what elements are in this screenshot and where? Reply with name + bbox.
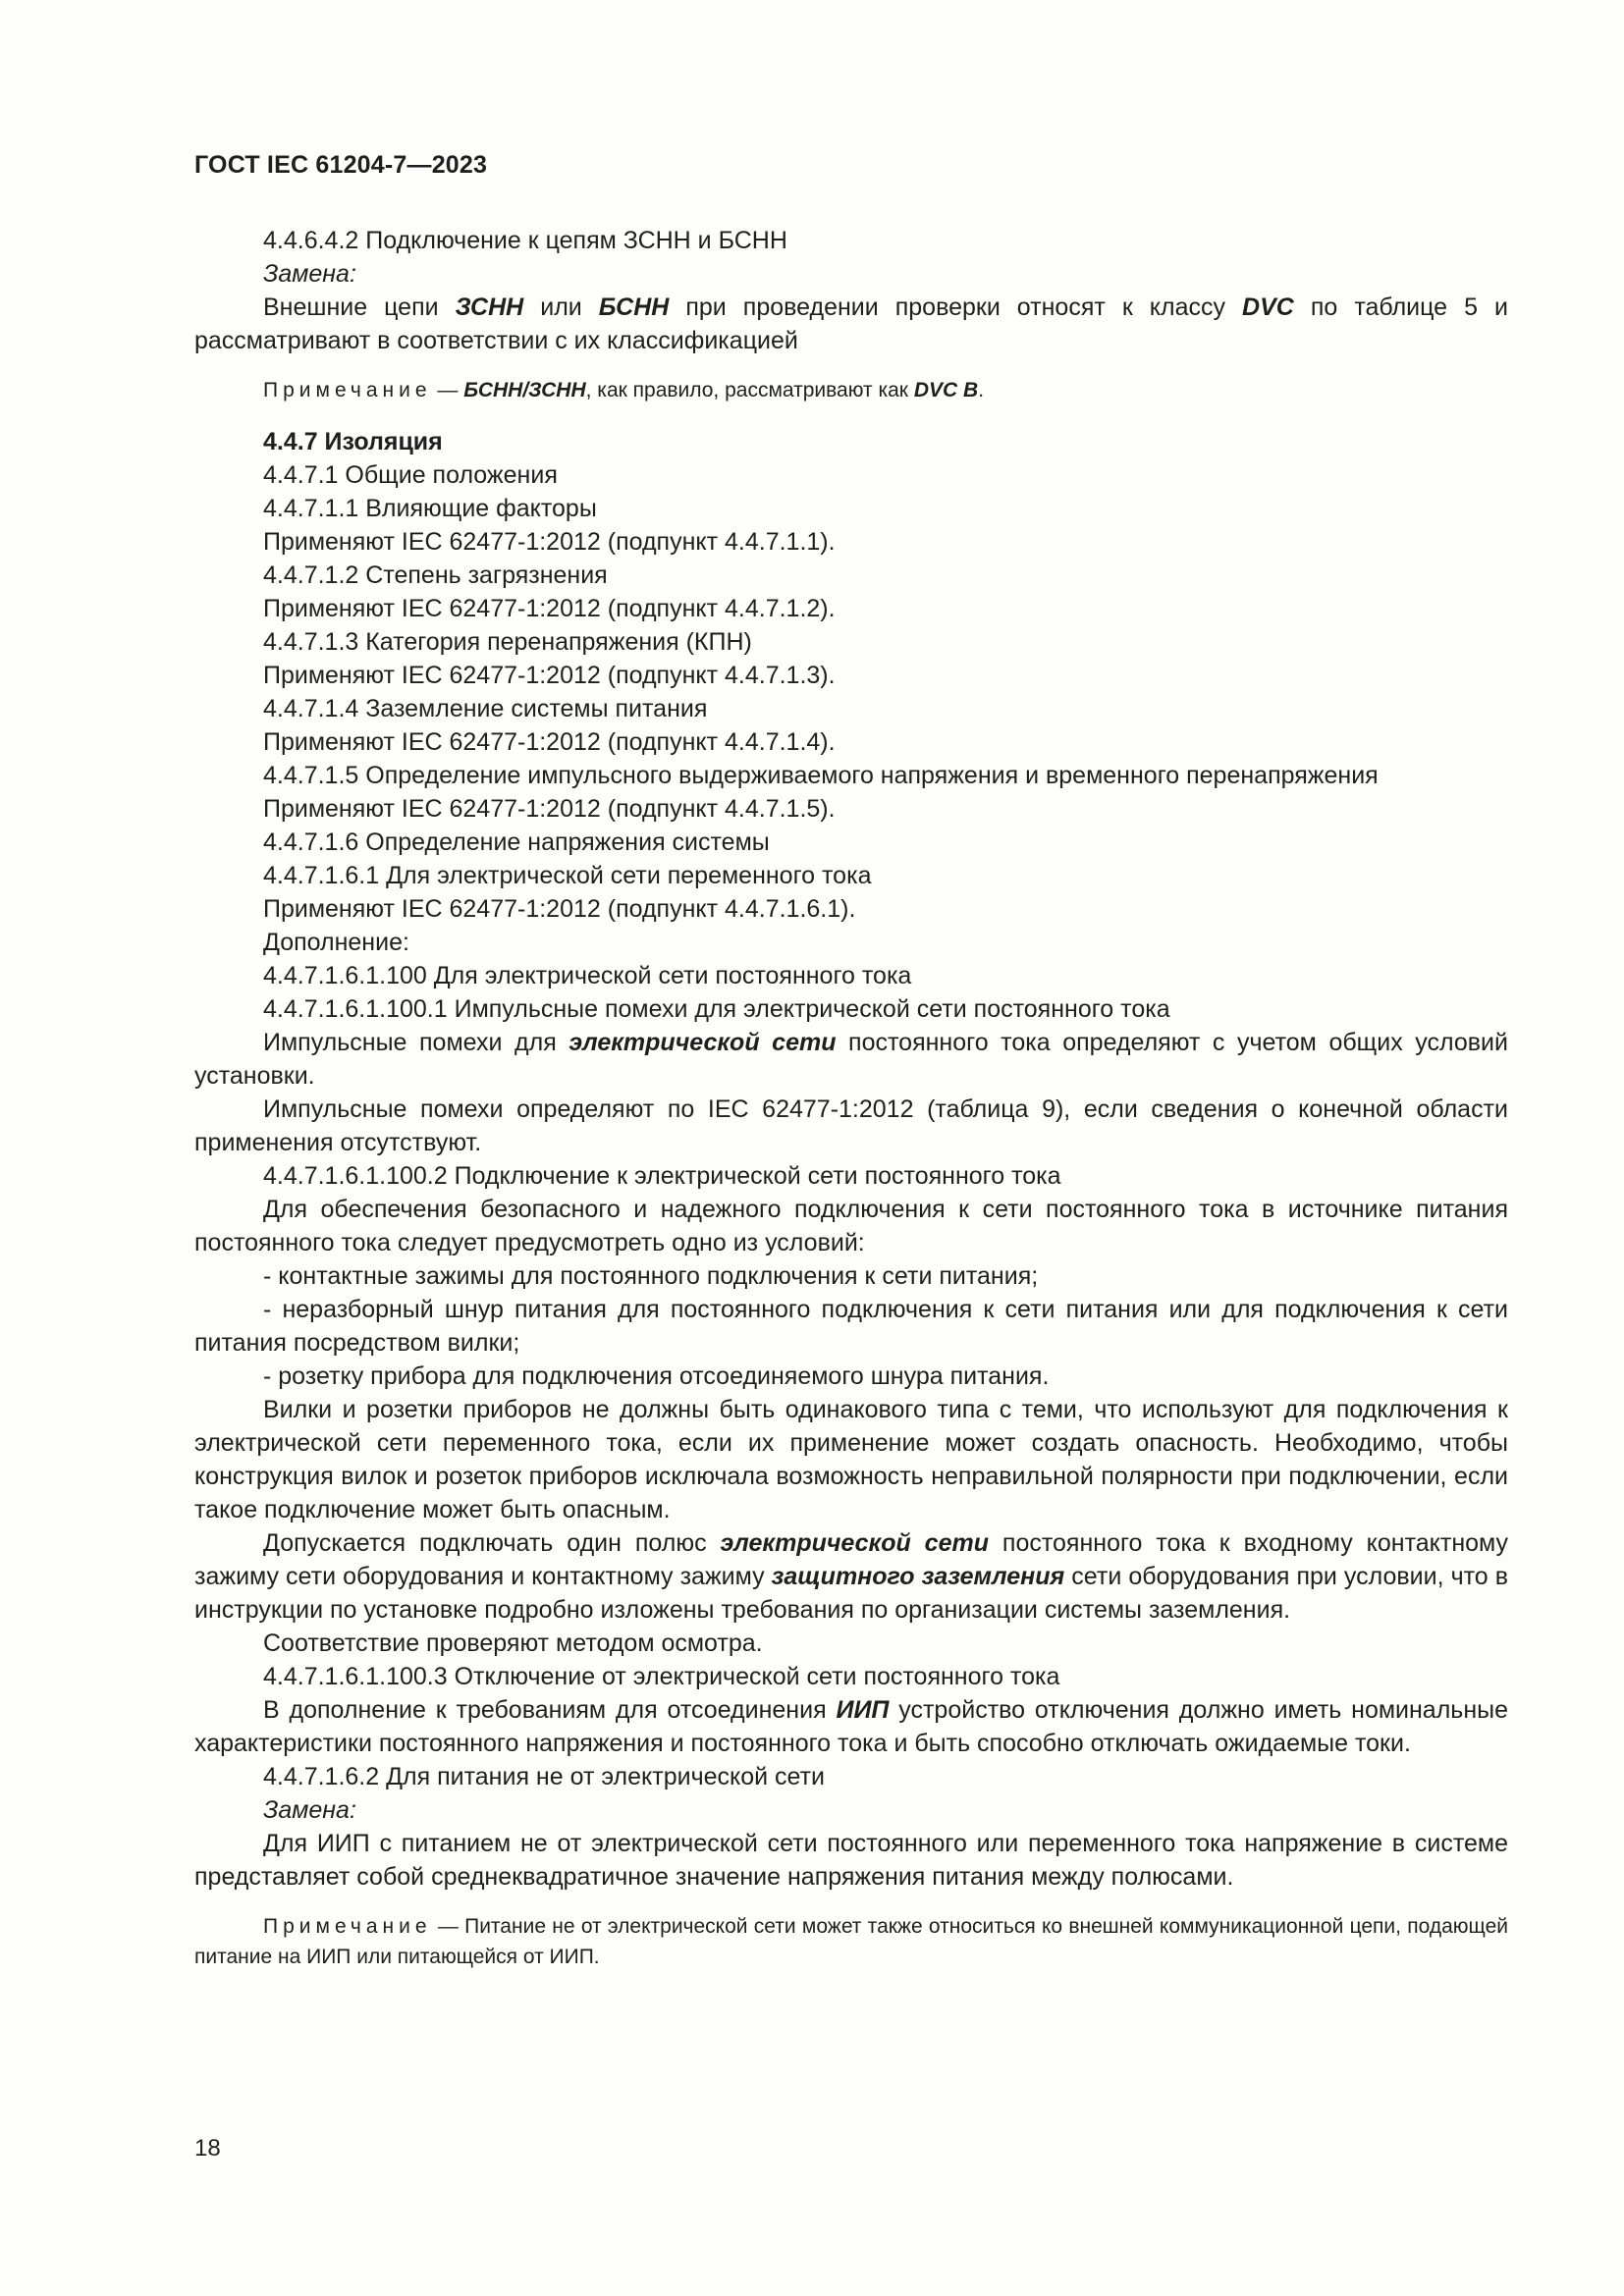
paragraph: Импульсные помехи определяют по IEC 62477-1:2012 (таблица 9), если сведения о конечной области применения отсутствуют. bbox=[194, 1095, 1508, 1156]
clause-line: Дополнение: bbox=[263, 929, 409, 956]
clause-line: 4.4.7.1.6 Определение напряжения системы bbox=[263, 828, 770, 856]
list-item: - розетку прибора для подключения отсоединяемого шнура питания. bbox=[263, 1362, 1050, 1390]
replacement-label: Замена: bbox=[263, 1796, 356, 1824]
document-code: ГОСТ IEC 61204-7—2023 bbox=[194, 151, 488, 179]
clause-line: Применяют IEC 62477-1:2012 (подпункт 4.4.7.1.2). bbox=[263, 595, 836, 622]
note-label: Примечание bbox=[263, 1915, 432, 1938]
clause-line: Применяют IEC 62477-1:2012 (подпункт 4.4.7.1.4). bbox=[263, 728, 836, 756]
clause-line: 4.4.7.1.1 Влияющие факторы bbox=[263, 495, 597, 522]
paragraph: Внешние цепи ЗСНН или БСНН при проведении проверки относят к классу DVC по таблице 5 и рассматривают в соответствии с их классификацией bbox=[194, 294, 1508, 354]
clause-line: 4.4.7.1.6.1.100.3 Отключение от электрической сети постоянного тока bbox=[263, 1663, 1060, 1690]
paragraph: Соответствие проверяют методом осмотра. bbox=[263, 1629, 763, 1657]
note-label: Примечание bbox=[263, 379, 432, 401]
term-bsnn: БСНН bbox=[598, 294, 670, 321]
paragraph: Для обеспечения безопасного и надежного подключения к сети постоянного тока в источнике питания постоянного тока следует предусмотреть одно из условий: bbox=[194, 1196, 1508, 1256]
paragraph: Для ИИП с питанием не от электрической сети постоянного или переменного тока напряжение в системе представляет собой среднеквадратичное значение напряжения питания между полюсами. bbox=[194, 1830, 1508, 1891]
replacement-label: Замена: bbox=[263, 260, 356, 288]
clause-line: Применяют IEC 62477-1:2012 (подпункт 4.4.7.1.5). bbox=[263, 795, 836, 823]
clause-line: 4.4.7.1.6.2 Для питания не от электрической сети bbox=[263, 1763, 826, 1790]
clause-line: 4.4.7.1.3 Категория перенапряжения (КПН) bbox=[263, 628, 752, 656]
term-dvc: DVC bbox=[1242, 294, 1294, 321]
paragraph: Вилки и розетки приборов не должны быть одинакового типа с теми, что используют для подключения к электрической сети переменного тока, если их применение может создать опасность. Необходимо, чтобы конструкция вилок и розеток приборов исключала возможность неправильной полярности при подключении, если такое подключение может быть опасным. bbox=[194, 1396, 1508, 1523]
clause-line: 4.4.7.1.6.1.100.1 Импульсные помехи для электрической сети постоянного тока bbox=[263, 995, 1170, 1023]
clause-line: 4.4.7.1.6.1 Для электрической сети переменного тока bbox=[263, 862, 872, 889]
clause-line: 4.4.7.1.4 Заземление системы питания bbox=[263, 695, 708, 722]
term-zsnn: ЗСНН bbox=[455, 294, 524, 321]
clause-line: 4.4.7.1.6.1.100.2 Подключение к электрической сети постоянного тока bbox=[263, 1162, 1061, 1190]
clause-line: 4.4.7.1.6.1.100 Для электрической сети постоянного тока bbox=[263, 962, 912, 989]
clause-line: 4.4.7.1 Общие положения bbox=[263, 461, 558, 489]
document-body bbox=[194, 224, 1508, 1992]
clause-line: Применяют IEC 62477-1:2012 (подпункт 4.4.7.1.3). bbox=[263, 662, 836, 689]
clause-line: Применяют IEC 62477-1:2012 (подпункт 4.4.7.1.1). bbox=[263, 528, 836, 556]
note: Примечание — Питание не от электрической сети может также относиться ко внешней коммуникационной цепи, подающей питание на ИИП или питающейся от ИИП. bbox=[194, 1915, 1508, 1968]
clause-line: Применяют IEC 62477-1:2012 (подпункт 4.4.7.1.6.1). bbox=[263, 895, 856, 923]
list-item: - неразборный шнур питания для постоянного подключения к сети питания или для подключения к сети питания посредством вилки; bbox=[194, 1296, 1508, 1357]
page-number: 18 bbox=[194, 2135, 221, 2162]
note: Примечание — БСНН/ЗСНН, как правило, рассматривают как DVC B. bbox=[263, 379, 985, 401]
clause-title: 4.4.6.4.2 Подключение к цепям ЗСНН и БСНН bbox=[263, 227, 787, 254]
section-title: 4.4.7 Изоляция bbox=[263, 428, 443, 455]
clause-line: 4.4.7.1.2 Степень загрязнения bbox=[263, 561, 608, 589]
clause-line: 4.4.7.1.5 Определение импульсного выдерживаемого напряжения и временного перенапряжения bbox=[263, 762, 1379, 789]
paragraph: Импульсные помехи для электрической сети постоянного тока определяют с учетом общих условий установки. bbox=[194, 1029, 1508, 1090]
list-item: - контактные зажимы для постоянного подключения к сети питания; bbox=[263, 1262, 1039, 1290]
paragraph: В дополнение к требованиям для отсоединения ИИП устройство отключения должно иметь номинальные характеристики постоянного напряжения и постоянного тока и быть способно отключать ожидаемые токи. bbox=[194, 1696, 1508, 1757]
paragraph: Допускается подключать один полюс электрической сети постоянного тока к входному контактному зажиму сети оборудования и контактному зажиму защитного заземления сети оборудования при условии, что в инструкции по установке подробно изложены требования по организации системы заземления. bbox=[194, 1529, 1508, 1624]
